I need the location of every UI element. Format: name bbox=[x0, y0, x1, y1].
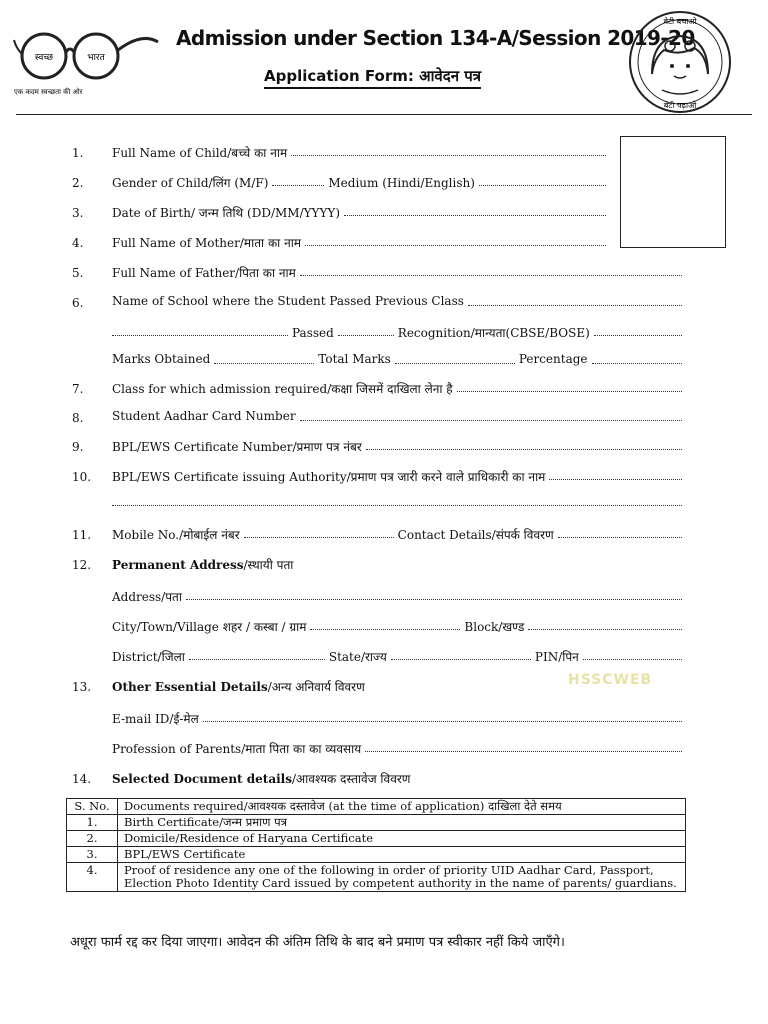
field-number: 10. bbox=[72, 470, 92, 484]
dob-input[interactable] bbox=[344, 204, 606, 216]
field-label: Mobile No./मोबाईल नंबर bbox=[112, 528, 240, 542]
field-number: 7. bbox=[72, 382, 84, 396]
column-header-sno: S. No. bbox=[67, 799, 118, 815]
email-input[interactable] bbox=[203, 710, 682, 722]
spectacles-icon bbox=[12, 28, 162, 100]
table-row bbox=[67, 831, 686, 847]
section-heading-hindi: /स्थायी पता bbox=[243, 558, 294, 572]
beti-bachao-logo bbox=[624, 8, 736, 116]
field-label: Class for which admission required/कक्षा जिसमें दाखिला लेना है bbox=[112, 382, 453, 396]
table-cell-sno: 1. bbox=[67, 815, 118, 831]
field-number: 3. bbox=[72, 206, 84, 220]
field-label: BPL/EWS Certificate Number/प्रमाण पत्र नंबर bbox=[112, 440, 362, 454]
field-profession bbox=[112, 740, 686, 760]
field-number: 8. bbox=[72, 411, 84, 425]
section-heading-hindi: /अन्य अनिवार्य विवरण bbox=[267, 680, 365, 694]
field-number: 4. bbox=[72, 236, 84, 250]
field-label: District/जिला bbox=[112, 650, 185, 664]
field-label: Gender of Child/लिंग (M/F) bbox=[112, 176, 269, 190]
field-label: City/Town/Village शहर / कस्बा / ग्राम bbox=[112, 620, 307, 634]
footer-note: अधूरा फार्म रद्द कर दिया जाएगा। आवेदन की अंतिम तिथि के बाद बने प्रमाण पत्र स्वीकार नहीं किये जाएँगे। bbox=[70, 935, 565, 950]
district-input[interactable] bbox=[189, 648, 325, 660]
field-label: Name of School where the Student Passed Previous Class bbox=[112, 294, 464, 308]
field-label: E-mail ID/ई-मेल bbox=[112, 712, 199, 726]
aadhar-input[interactable] bbox=[300, 409, 682, 421]
table-cell-sno: 4. bbox=[67, 863, 118, 892]
field-address bbox=[112, 588, 686, 608]
field-number: 14. bbox=[72, 772, 92, 786]
field-bpl-number bbox=[112, 438, 686, 458]
section-other-details bbox=[112, 678, 552, 698]
field-mother-name bbox=[112, 234, 610, 254]
mother-name-input[interactable] bbox=[305, 234, 606, 246]
mobile-input[interactable] bbox=[244, 526, 394, 538]
field-mobile-contact bbox=[112, 526, 686, 546]
watermark: HSSCWEB bbox=[568, 672, 653, 688]
field-label: Contact Details/संपर्क विवरण bbox=[397, 528, 554, 542]
section-heading: Permanent Address bbox=[112, 558, 244, 572]
photo-box[interactable] bbox=[620, 136, 726, 248]
field-marks bbox=[112, 352, 686, 372]
field-label: Full Name of Child/बच्चे का नाम bbox=[112, 146, 288, 160]
field-number: 1. bbox=[72, 146, 84, 160]
field-bpl-authority bbox=[112, 468, 686, 488]
section-heading: Selected Document details bbox=[112, 772, 292, 786]
block-input[interactable] bbox=[528, 618, 682, 630]
field-label: Address/पता bbox=[112, 590, 182, 604]
pin-input[interactable] bbox=[583, 648, 682, 660]
field-child-name bbox=[112, 144, 610, 164]
table-cell-document: Proof of residence any one of the following in order of priority UID Aadhar Card, Passport, Election Photo Identity Card issued by competent authority in the name of parents/ guardians. bbox=[118, 863, 686, 892]
table-row bbox=[67, 815, 686, 831]
column-header-documents: Documents required/आवश्यक दस्तावेज (at the time of application) दाखिला देते समय bbox=[118, 799, 686, 815]
field-label: Percentage bbox=[518, 352, 588, 366]
field-class-required bbox=[112, 380, 686, 400]
girl-face-icon bbox=[624, 8, 736, 116]
field-number: 6. bbox=[72, 296, 84, 310]
field-label: Block/खण्ड bbox=[464, 620, 525, 634]
logo-text-top: बेटी बचाओ bbox=[663, 17, 697, 26]
logo-text-bottom: बेटी पढ़ाओ bbox=[663, 101, 697, 110]
field-label: Full Name of Mother/माता का नाम bbox=[112, 236, 302, 250]
field-label: Profession of Parents/माता पिता का का व्यवसाय bbox=[112, 742, 362, 756]
field-number: 13. bbox=[72, 680, 92, 694]
field-dob bbox=[112, 204, 610, 224]
field-label: Date of Birth/ जन्म तिथि (DD/MM/YYYY) bbox=[112, 206, 340, 220]
table-row bbox=[67, 863, 686, 892]
logo-tagline: एक कदम स्वच्छता की ओर bbox=[14, 88, 83, 96]
field-label: State/राज्य bbox=[328, 650, 387, 664]
header-divider bbox=[16, 114, 752, 115]
table-cell-document: Birth Certificate/जन्म प्रमाण पत्र bbox=[118, 815, 686, 831]
swachh-bharat-logo bbox=[12, 28, 162, 100]
field-label: BPL/EWS Certificate issuing Authority/प्रमाण पत्र जारी करने वाले प्राधिकारी का नाम bbox=[112, 470, 546, 484]
profession-input[interactable] bbox=[365, 740, 682, 752]
field-number: 5. bbox=[72, 266, 84, 280]
field-label: Student Aadhar Card Number bbox=[112, 409, 296, 423]
logo-text-right: भारत bbox=[87, 53, 105, 63]
previous-school-input[interactable] bbox=[468, 294, 682, 306]
field-father-name bbox=[112, 264, 686, 284]
child-name-input[interactable] bbox=[291, 144, 606, 156]
field-email bbox=[112, 710, 686, 730]
section-permanent-address bbox=[112, 556, 686, 576]
field-label: Medium (Hindi/English) bbox=[328, 176, 475, 190]
table-cell-sno: 3. bbox=[67, 847, 118, 863]
section-documents bbox=[112, 770, 552, 790]
address-input[interactable] bbox=[186, 588, 682, 600]
contact-details-input[interactable] bbox=[558, 526, 682, 538]
bpl-authority-continued-input[interactable] bbox=[112, 494, 682, 506]
field-passed-recognition bbox=[112, 324, 686, 344]
table-row bbox=[67, 847, 686, 863]
class-required-input[interactable] bbox=[457, 380, 682, 392]
father-name-input[interactable] bbox=[300, 264, 682, 276]
medium-input[interactable] bbox=[479, 174, 606, 186]
school-name-continued-input[interactable] bbox=[112, 324, 288, 336]
form-title: Admission under Section 134-A/Session 2019-20 bbox=[176, 26, 695, 50]
bpl-authority-input[interactable] bbox=[549, 468, 682, 480]
field-label: Recognition/मान्यता(CBSE/BOSE) bbox=[397, 326, 590, 340]
recognition-input[interactable] bbox=[594, 324, 682, 336]
percentage-input[interactable] bbox=[592, 352, 682, 364]
field-number: 2. bbox=[72, 176, 84, 190]
state-input[interactable] bbox=[391, 648, 531, 660]
passed-input[interactable] bbox=[338, 324, 394, 336]
gender-input[interactable] bbox=[272, 174, 324, 186]
field-gender-medium bbox=[112, 174, 610, 194]
field-city-block bbox=[112, 618, 686, 638]
section-heading-hindi: /आवश्यक दस्तावेज विवरण bbox=[291, 772, 411, 786]
field-number: 11. bbox=[72, 528, 92, 542]
table-cell-sno: 2. bbox=[67, 831, 118, 847]
field-label: Total Marks bbox=[318, 352, 391, 366]
table-cell-document: Domicile/Residence of Haryana Certificate bbox=[118, 831, 686, 847]
field-previous-school bbox=[112, 294, 686, 314]
total-marks-input[interactable] bbox=[395, 352, 515, 364]
field-label: Marks Obtained bbox=[112, 352, 211, 366]
city-input[interactable] bbox=[310, 618, 460, 630]
field-label: Passed bbox=[292, 326, 334, 340]
section-heading: Other Essential Details bbox=[112, 680, 268, 694]
table-header-row bbox=[67, 799, 686, 815]
field-label: PIN/पिन bbox=[534, 650, 579, 664]
field-aadhar bbox=[112, 409, 686, 429]
field-bpl-authority-continued bbox=[112, 494, 686, 514]
field-district-state-pin bbox=[112, 648, 686, 668]
form-subtitle: Application Form: आवेदन पत्र bbox=[264, 66, 481, 89]
logo-text-left: स्वच्छ bbox=[34, 53, 54, 63]
documents-table bbox=[66, 798, 686, 892]
table-cell-document: BPL/EWS Certificate bbox=[118, 847, 686, 863]
field-label: Full Name of Father/पिता का नाम bbox=[112, 266, 296, 280]
field-number: 12. bbox=[72, 558, 92, 572]
bpl-number-input[interactable] bbox=[366, 438, 682, 450]
marks-obtained-input[interactable] bbox=[214, 352, 314, 364]
field-number: 9. bbox=[72, 440, 84, 454]
